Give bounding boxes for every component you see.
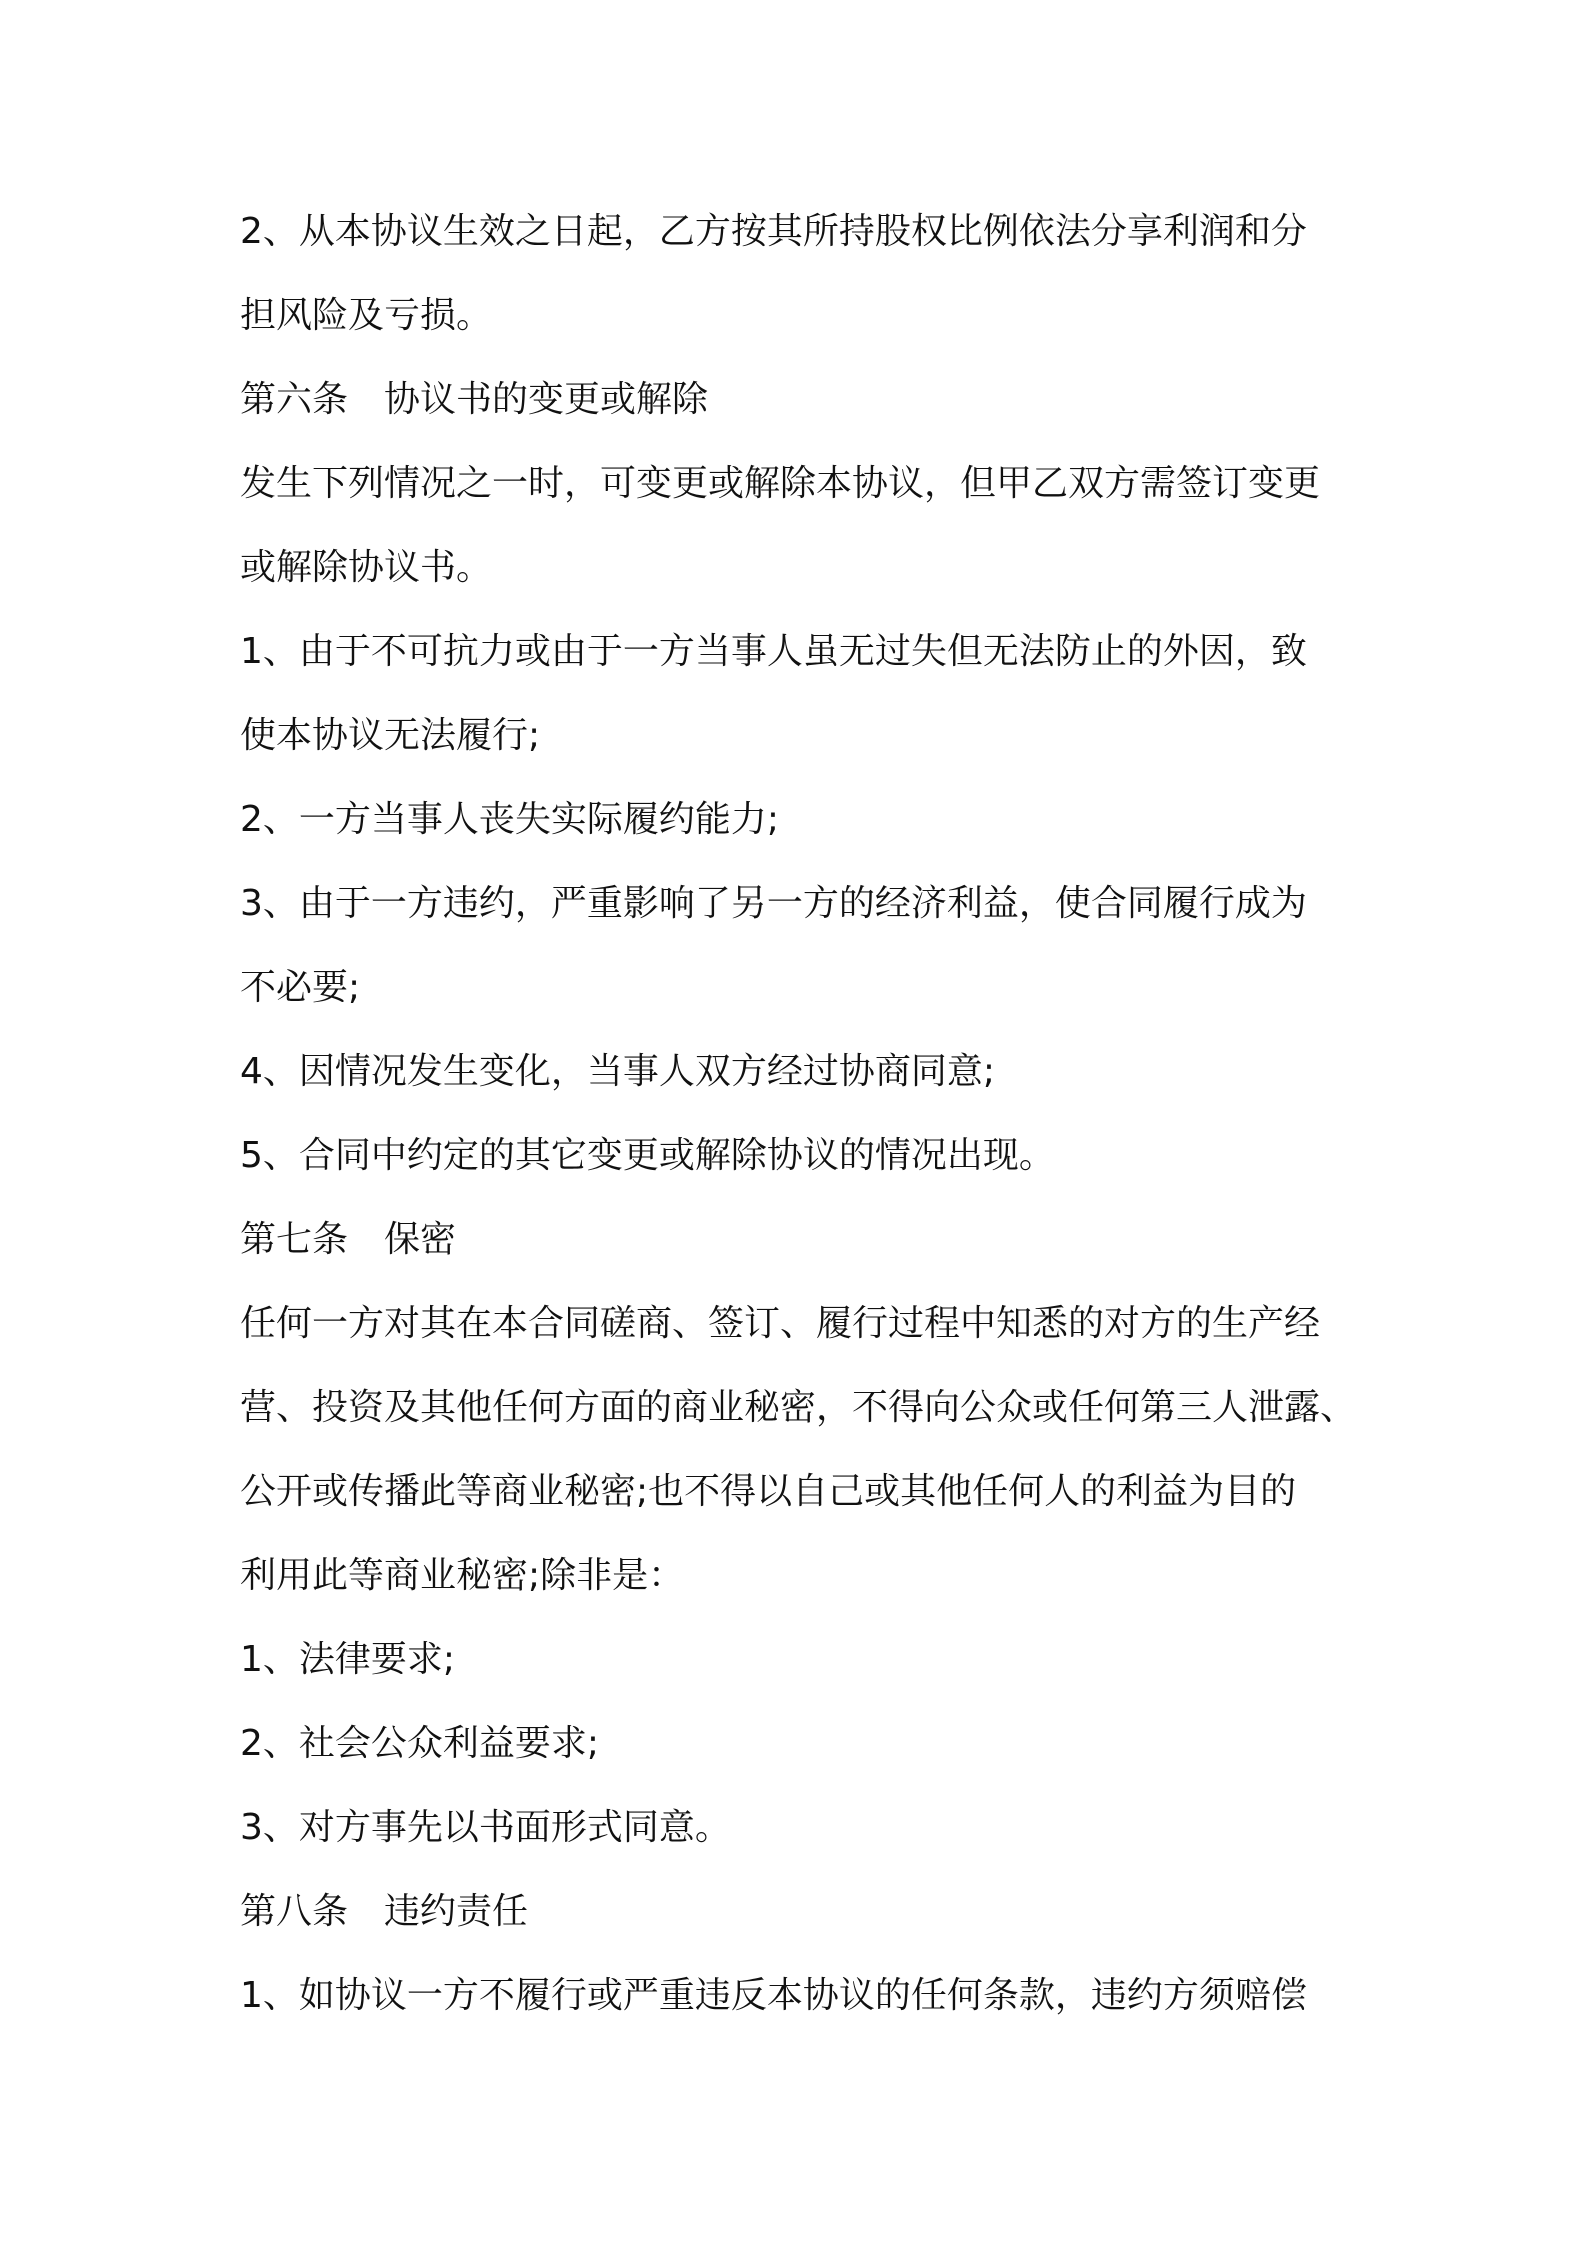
- paragraph-line: 或解除协议书。: [240, 547, 493, 588]
- paragraph-line: 担风险及亏损。: [240, 295, 493, 336]
- list-item-line: 2、社会公众利益要求;: [240, 1723, 600, 1764]
- paragraph-line: 营、投资及其他任何方面的商业秘密，不得向公众或任何第三人泄露、: [240, 1387, 1357, 1428]
- list-item-line: 1、如协议一方不履行或严重违反本协议的任何条款，违约方须赔偿: [240, 1975, 1307, 2016]
- paragraph-line: 公开或传播此等商业秘密;也不得以自己或其他任何人的利益为目的: [240, 1471, 1297, 1512]
- list-item-line: 1、法律要求;: [240, 1639, 456, 1680]
- list-item-line: 2、一方当事人丧失实际履约能力;: [240, 799, 780, 840]
- paragraph-line: 任何一方对其在本合同磋商、签订、履行过程中知悉的对方的生产经: [240, 1303, 1321, 1344]
- list-item-line: 1、由于不可抗力或由于一方当事人虽无过失但无法防止的外因，致: [240, 631, 1307, 672]
- agreement-text: [240, 190, 1360, 2038]
- article-heading-8: 第八条 违约责任: [240, 1891, 529, 1932]
- list-item-line: 5、合同中约定的其它变更或解除协议的情况出现。: [240, 1135, 1055, 1176]
- paragraph-line: 利用此等商业秘密;除非是：: [240, 1555, 685, 1596]
- paragraph-line: 发生下列情况之一时，可变更或解除本协议，但甲乙双方需签订变更: [240, 463, 1321, 504]
- list-item-line: 使本协议无法履行;: [240, 715, 541, 756]
- paragraph-line: 2、从本协议生效之日起，乙方按其所持股权比例依法分享利润和分: [240, 211, 1307, 252]
- article-heading-6: 第六条 协议书的变更或解除: [240, 379, 709, 420]
- list-item-line: 不必要;: [240, 967, 361, 1008]
- list-item-line: 3、对方事先以书面形式同意。: [240, 1807, 731, 1848]
- list-item-line: 3、由于一方违约，严重影响了另一方的经济利益，使合同履行成为: [240, 883, 1307, 924]
- list-item-line: 4、因情况发生变化，当事人双方经过协商同意;: [240, 1051, 996, 1092]
- article-heading-7: 第七条 保密: [240, 1219, 457, 1260]
